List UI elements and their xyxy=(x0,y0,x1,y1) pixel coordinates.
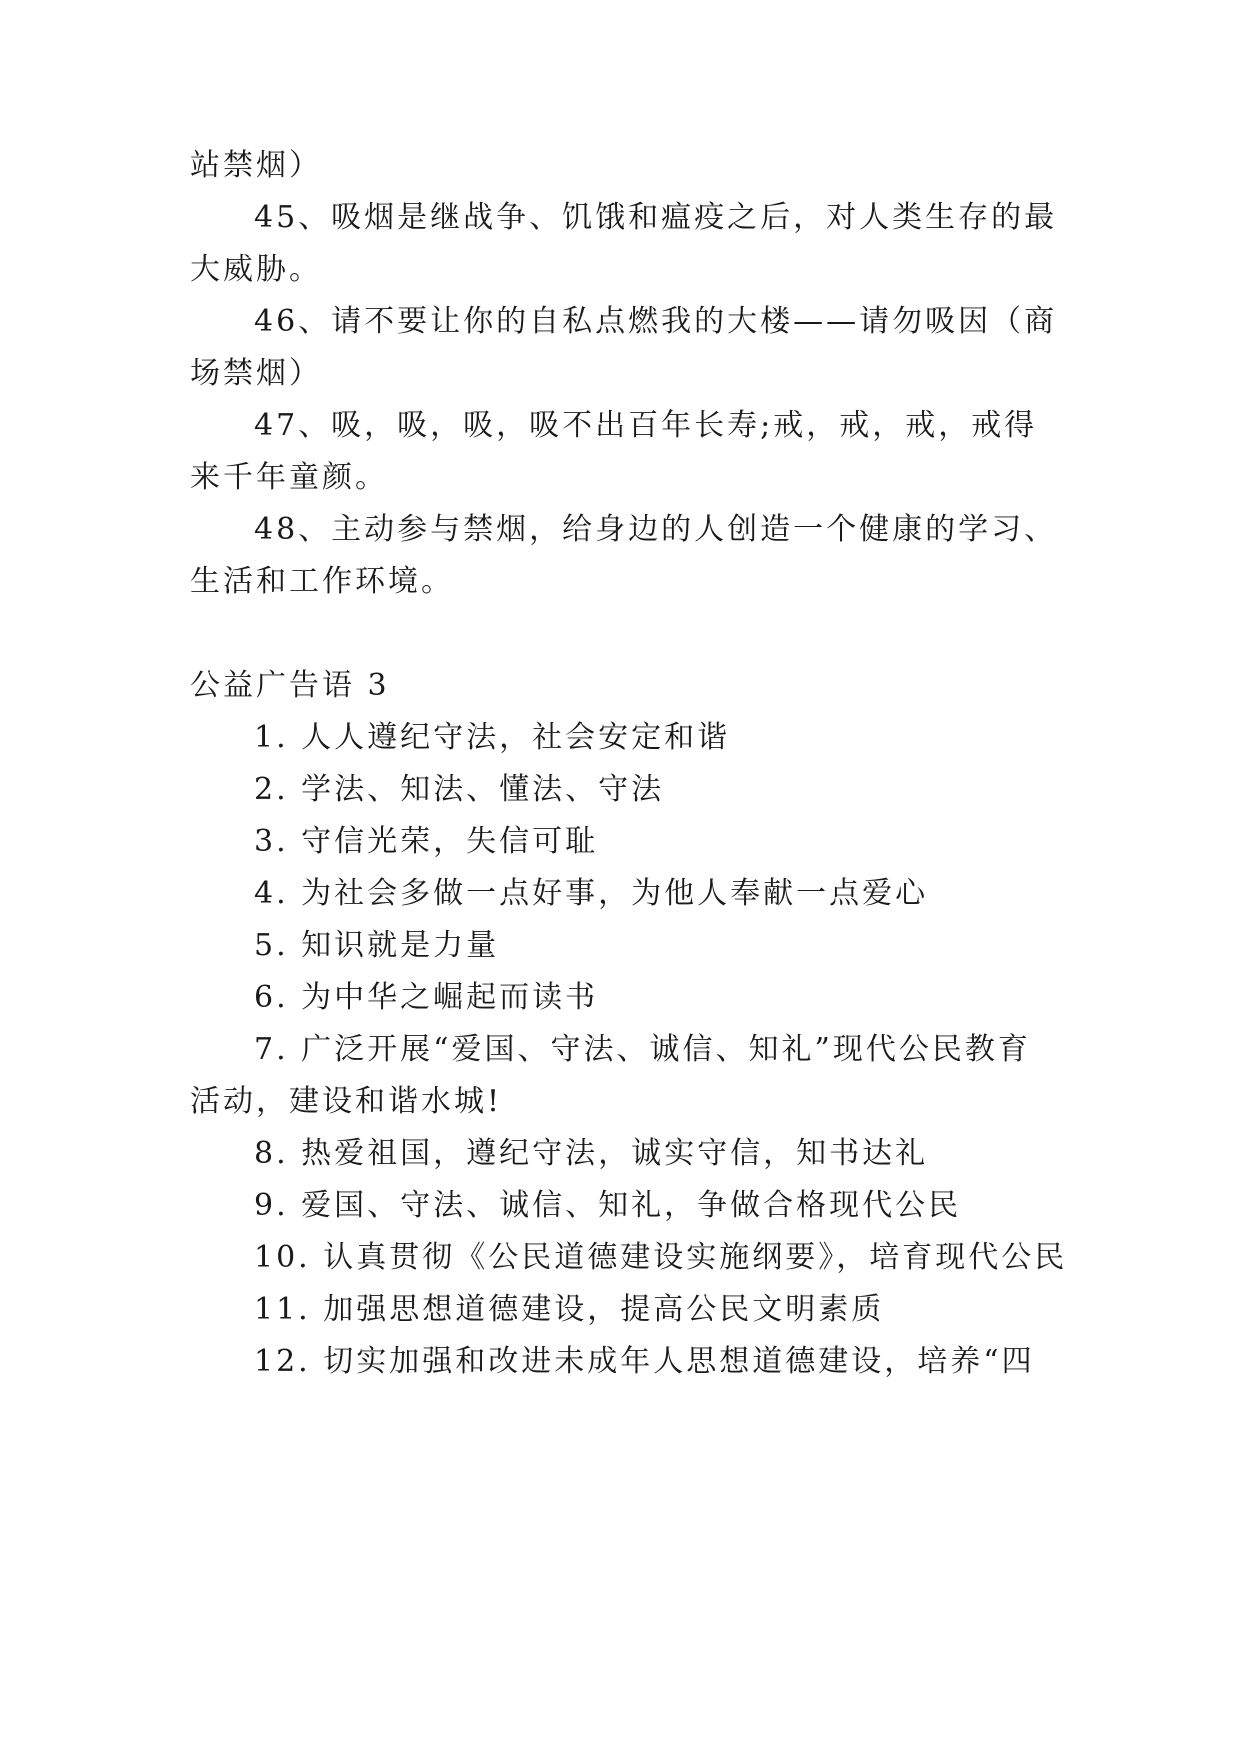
list-item-9: 9. 爱国、守法、诚信、知礼，争做合格现代公民 xyxy=(254,1188,962,1223)
list-item-7-line-1: 7. 广泛开展“爱国、守法、诚信、知礼”现代公民教育 xyxy=(254,1032,1031,1067)
list-item-3: 3. 守信光荣，失信可耻 xyxy=(254,824,599,859)
section-heading: 公益广告语 3 xyxy=(190,668,390,703)
slogan-48-line-2: 生活和工作环境。 xyxy=(190,564,454,599)
text-line-continuation: 站禁烟） xyxy=(190,148,322,183)
list-item-2: 2. 学法、知法、懂法、守法 xyxy=(254,772,665,807)
list-item-6: 6. 为中华之崛起而读书 xyxy=(254,980,599,1015)
list-item-5: 5. 知识就是力量 xyxy=(254,928,500,963)
slogan-45-line-1: 45、吸烟是继战争、饥饿和瘟疫之后，对人类生存的最 xyxy=(254,200,1058,235)
list-item-12: 12. 切实加强和改进未成年人思想道德建设，培养“四 xyxy=(254,1344,1035,1379)
slogan-45-line-2: 大威胁。 xyxy=(190,252,322,287)
slogan-46-line-2: 场禁烟） xyxy=(190,356,322,391)
list-item-10: 10. 认真贯彻《公民道德建设实施纲要》，培育现代公民 xyxy=(254,1240,1068,1275)
slogan-46-line-1: 46、请不要让你的自私点燃我的大楼——请勿吸因（商 xyxy=(254,304,1058,339)
list-item-8: 8. 热爱祖国，遵纪守法，诚实守信，知书达礼 xyxy=(254,1136,929,1171)
slogan-48-line-1: 48、主动参与禁烟，给身边的人创造一个健康的学习、 xyxy=(254,512,1058,547)
slogan-47-line-2: 来千年童颜。 xyxy=(190,460,388,495)
list-item-11: 11. 加强思想道德建设，提高公民文明素质 xyxy=(254,1292,885,1327)
list-item-4: 4. 为社会多做一点好事，为他人奉献一点爱心 xyxy=(254,876,929,911)
list-item-7-line-2: 活动，建设和谐水城! xyxy=(190,1084,503,1119)
list-item-1: 1. 人人遵纪守法，社会安定和谐 xyxy=(254,720,731,755)
slogan-47-line-1: 47、吸，吸，吸，吸不出百年长寿;戒，戒，戒，戒得 xyxy=(254,408,1038,443)
